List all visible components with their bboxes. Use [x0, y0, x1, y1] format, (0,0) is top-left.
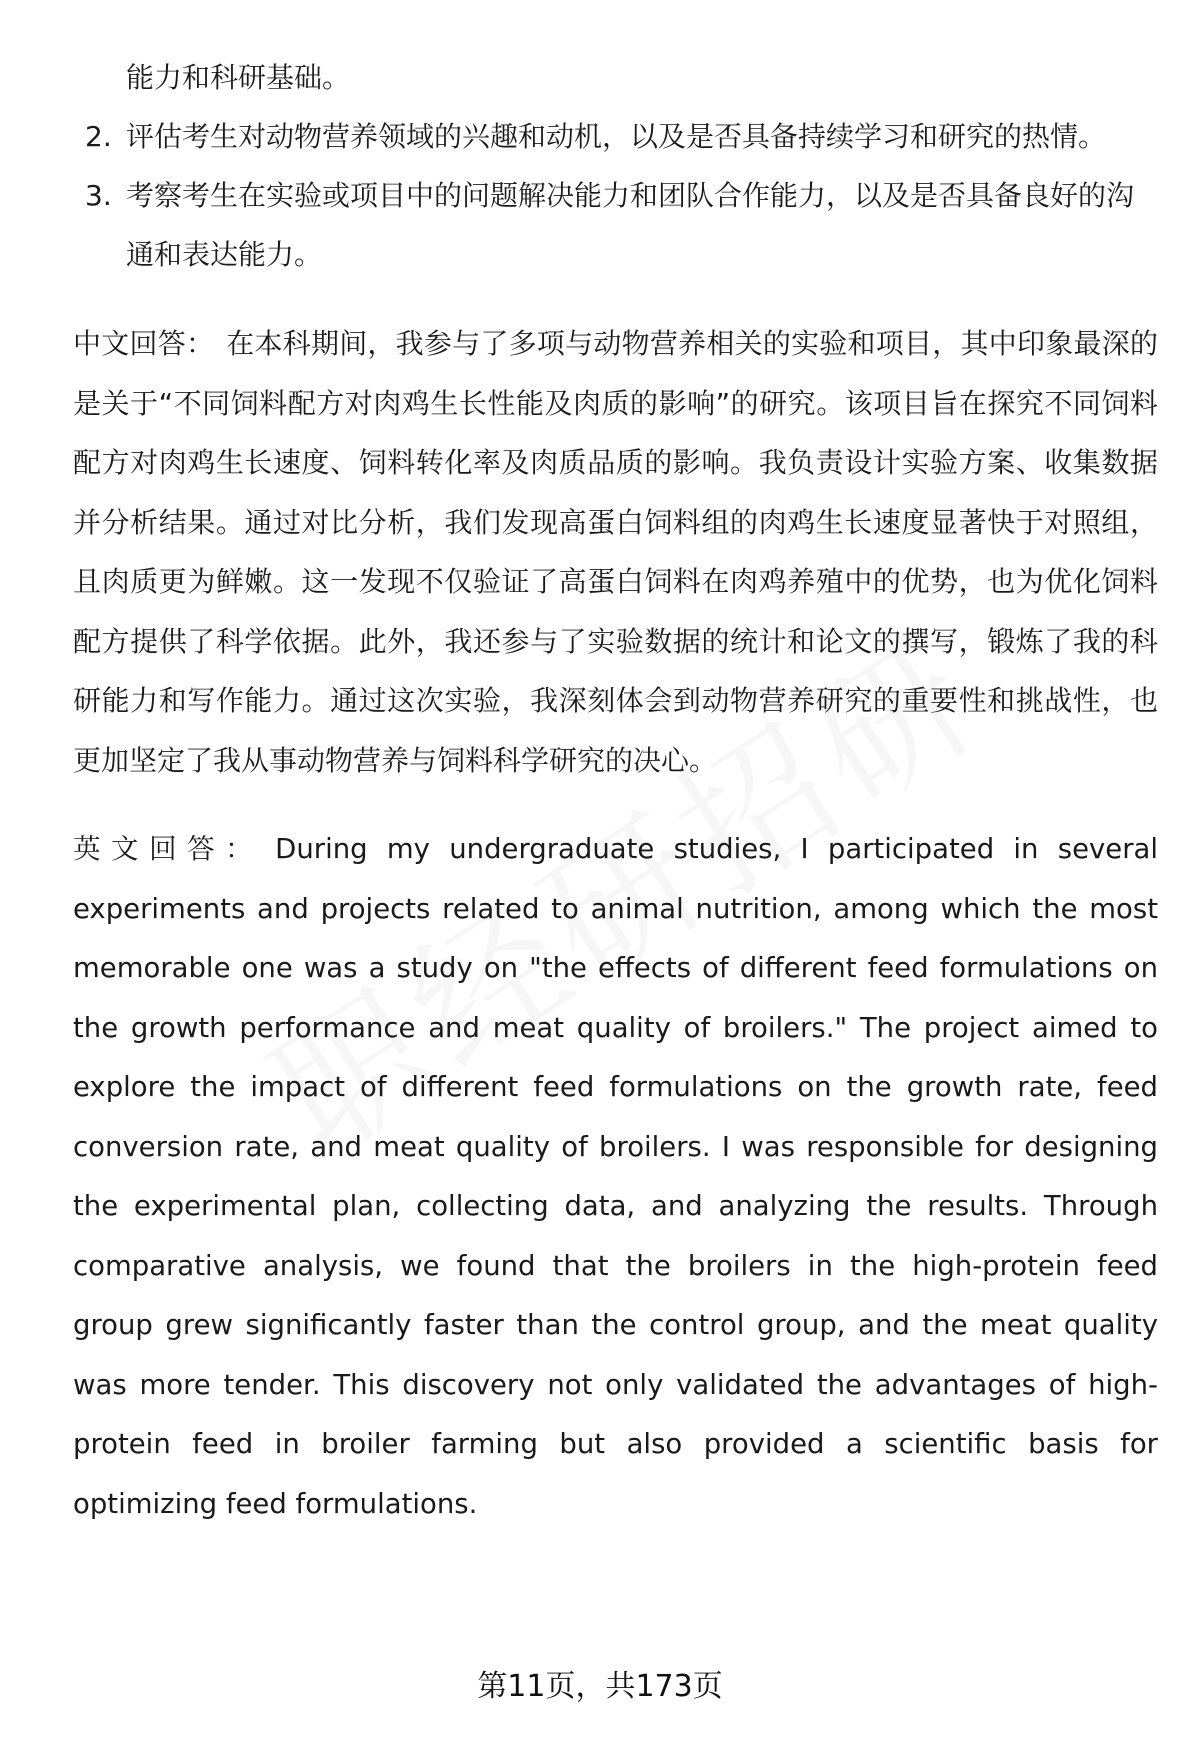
- list-item: [73, 166, 1158, 284]
- list-number: 3.: [85, 179, 112, 212]
- list-item: [73, 107, 1158, 166]
- page-number-footer: 第11页，共173页: [477, 1669, 723, 1704]
- english-answer: [73, 820, 1158, 1534]
- chinese-answer: [73, 314, 1158, 790]
- list-item-text: 考察考生在实验或项目中的问题解决能力和团队合作能力，以及是否具备良好的沟通和表达能力。: [126, 179, 1135, 271]
- list-item-text: 评估考生对动物营养领域的兴趣和动机，以及是否具备持续学习和研究的热情。: [126, 120, 1107, 153]
- english-answer-label: 英文回答：: [73, 833, 264, 865]
- page-content: [73, 48, 1158, 1534]
- chinese-answer-label: 中文回答：: [73, 327, 215, 360]
- list-number: 2.: [85, 120, 112, 153]
- english-answer-text: During my undergraduate studies, I participated in several experiments and projects related to animal nutrition, among which the most memorable one was a study on "the effects of different feed formulations on the growth performance and meat quality of broilers." The project aimed to explore the impact of different feed formulations on the growth rate, feed conversion rate, and meat quality of broilers. I was responsible for designing the experimental plan, collecting data, and analyzing the results. Through comparative analysis, we found that the broilers in the high-protein feed group grew significantly faster than the control group, and the meat quality was more tender. This discovery not only validated the advantages of high-protein feed in broiler farming but also provided a scientific basis for optimizing feed formulations.: [73, 833, 1159, 1520]
- criteria-list: [73, 107, 1158, 284]
- continuation-text: 能力和科研基础。: [126, 61, 351, 94]
- chinese-answer-text: 在本科期间，我参与了多项与动物营养相关的实验和项目，其中印象最深的是关于“不同饲料配方对肉鸡生长性能及肉质的影响”的研究。该项目旨在探究不同饲料配方对肉鸡生长速度、饲料转化率及肉质品质的影响。我负责设计实验方案、收集数据并分析结果。通过对比分析，我们发现高蛋白饲料组的肉鸡生长速度显著快于对照组，且肉质更为鲜嫩。这一发现不仅验证了高蛋白饲料在肉鸡养殖中的优势，也为优化饲料配方提供了科学依据。此外，我还参与了实验数据的统计和论文的撰写，锻炼了我的科研能力和写作能力。通过这次实验，我深刻体会到动物营养研究的重要性和挑战性，也更加坚定了我从事动物营养与饲料科学研究的决心。: [73, 327, 1158, 777]
